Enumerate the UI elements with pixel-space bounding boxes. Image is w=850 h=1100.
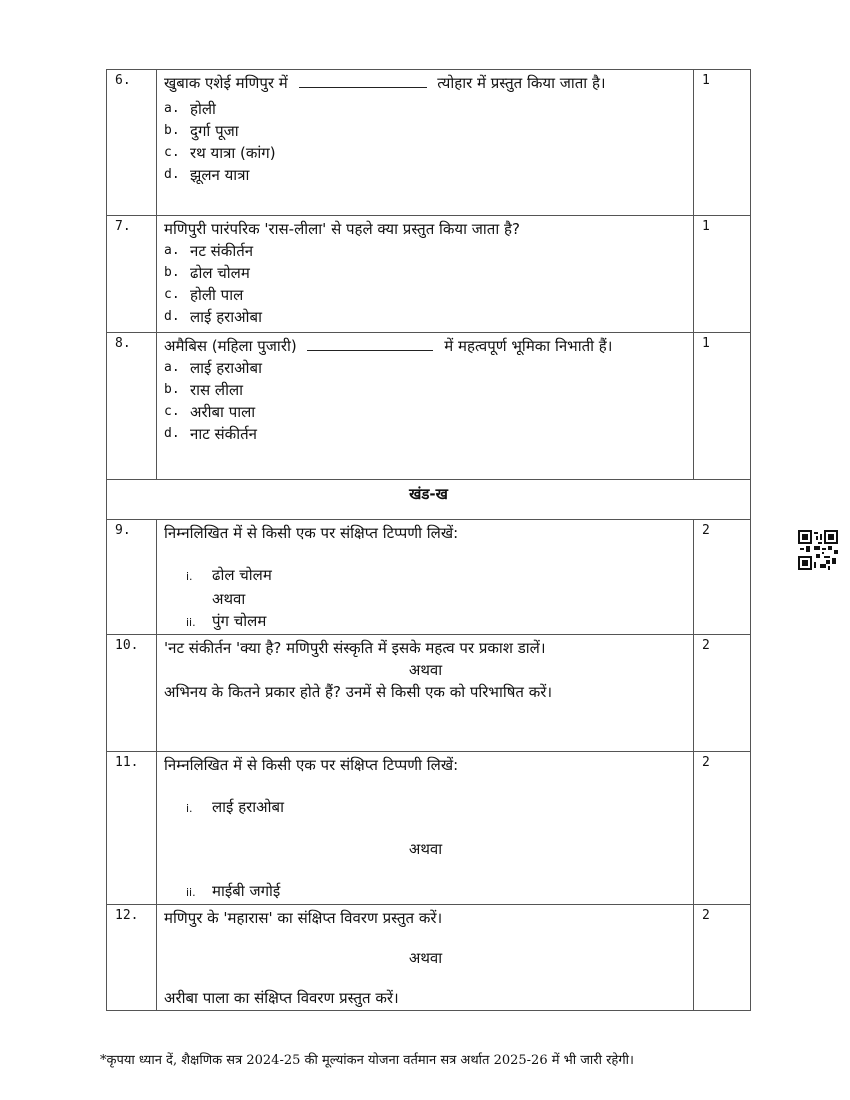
qr-code-icon	[798, 530, 838, 570]
list-item: i. ढोल चोलम	[186, 566, 272, 584]
or-label: अथवा	[408, 661, 443, 679]
question-row	[107, 70, 751, 216]
option: d. नाट संकीर्तन	[164, 425, 257, 443]
option: d. लाई हराओबा	[164, 308, 262, 326]
question-body	[157, 216, 694, 333]
marks: 2	[694, 520, 751, 635]
question-row	[107, 635, 751, 752]
question-number: 9.	[107, 520, 157, 635]
list-item: ii. पुंग चोलम	[186, 612, 267, 630]
question-table	[106, 69, 751, 1011]
or-label: अथवा	[408, 949, 443, 967]
list-item: i. लाई हराओबा	[186, 798, 284, 816]
question-body	[157, 635, 694, 752]
question-text: मणिपुर के 'महारास' का संक्षिप्त विवरण प्रस्तुत करें।	[164, 909, 443, 927]
alternate-question: अरीबा पाला का संक्षिप्त विवरण प्रस्तुत करें।	[164, 989, 399, 1007]
fill-in-blank	[307, 336, 433, 351]
question-body	[157, 520, 694, 635]
question-body	[157, 333, 694, 480]
question-number: 12.	[107, 905, 157, 1011]
option: c. रथ यात्रा (कांग)	[164, 144, 276, 162]
option: b. रास लीला	[164, 381, 244, 399]
question-body	[157, 752, 694, 905]
or-label: अथवा	[408, 840, 443, 858]
question-row	[107, 752, 751, 905]
marks: 2	[694, 635, 751, 752]
question-text: खुबाक एशेई मणिपुर में त्योहार में प्रस्तुत किया जाता है।	[164, 74, 606, 92]
question-row	[107, 216, 751, 333]
question-row	[107, 905, 751, 1011]
marks: 1	[694, 333, 751, 480]
question-text: 'नट संकीर्तन 'क्या है? मणिपुरी संस्कृति में इसके महत्व पर प्रकाश डालें।	[164, 639, 546, 657]
option: a. होली	[164, 100, 216, 118]
section-title: खंड-ख	[107, 480, 751, 520]
marks: 1	[694, 70, 751, 216]
question-number: 10.	[107, 635, 157, 752]
question-number: 8.	[107, 333, 157, 480]
option: a. लाई हराओबा	[164, 359, 262, 377]
question-text: अमैबिस (महिला पुजारी) में महत्वपूर्ण भूमिका निभाती हैं।	[164, 337, 613, 355]
question-text: मणिपुरी पारंपरिक 'रास-लीला' से पहले क्या प्रस्तुत किया जाता है?	[164, 220, 520, 238]
option: b. दुर्गा पूजा	[164, 122, 239, 140]
option: d. झूलन यात्रा	[164, 166, 250, 184]
marks: 1	[694, 216, 751, 333]
section-row	[107, 480, 751, 520]
option: b. ढोल चोलम	[164, 264, 250, 282]
list-item: ii. माईबी जगोई	[186, 882, 281, 900]
marks: 2	[694, 905, 751, 1011]
question-number: 11.	[107, 752, 157, 905]
question-number: 7.	[107, 216, 157, 333]
marks: 2	[694, 752, 751, 905]
question-text: निम्नलिखित में से किसी एक पर संक्षिप्त टिप्पणी लिखें:	[164, 756, 459, 774]
alternate-question: अभिनय के कितने प्रकार होते हैं? उनमें से किसी एक को परिभाषित करें।	[164, 683, 553, 701]
question-row	[107, 333, 751, 480]
question-row	[107, 520, 751, 635]
fill-in-blank	[299, 73, 427, 88]
question-body	[157, 70, 694, 216]
or-label: अथवा	[212, 590, 246, 608]
question-text: निम्नलिखित में से किसी एक पर संक्षिप्त टिप्पणी लिखें:	[164, 524, 459, 542]
option: a. नट संकीर्तन	[164, 242, 254, 260]
footer-note: *कृपया ध्यान दें, शैक्षणिक सत्र 2024-25 की मूल्यांकन योजना वर्तमान सत्र अर्थात 2025-26 में भी जारी रहेगी।	[100, 1053, 634, 1068]
option: c. अरीबा पाला	[164, 403, 256, 421]
question-number: 6.	[107, 70, 157, 216]
option: c. होली पाल	[164, 286, 244, 304]
question-body	[157, 905, 694, 1011]
